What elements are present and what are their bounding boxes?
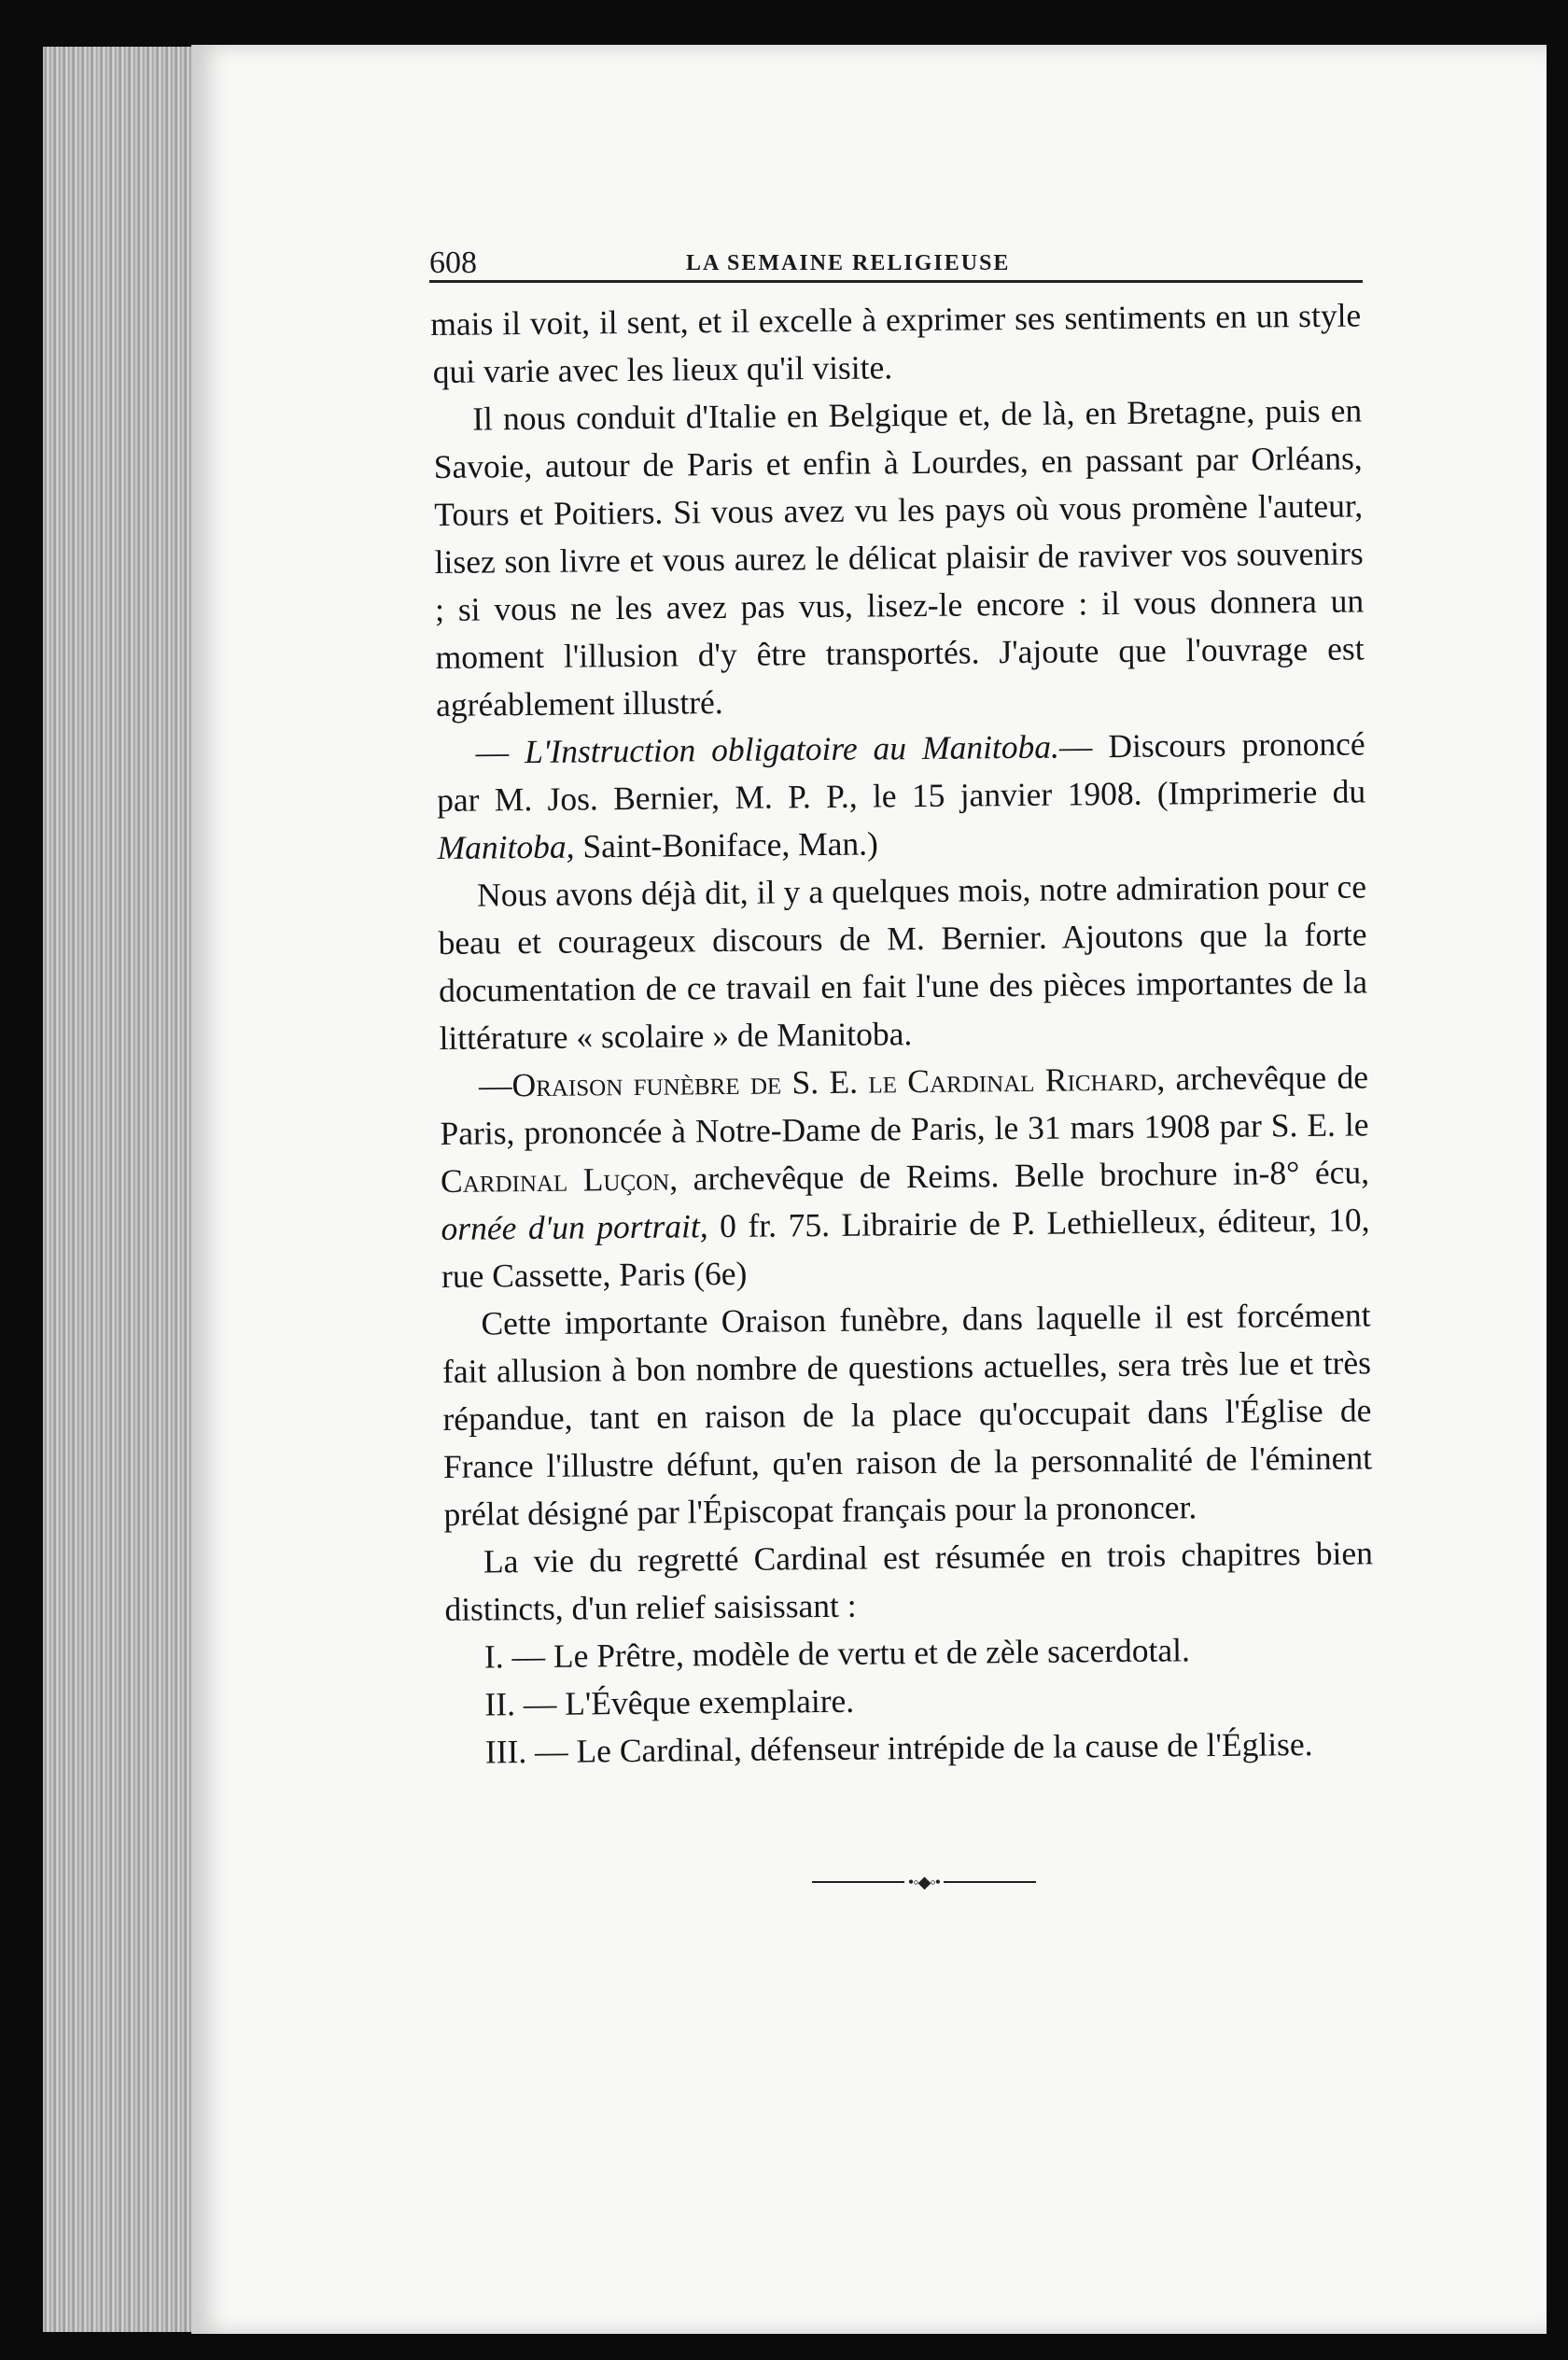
paragraph-5-text-b: archevêque de Reims. Belle brochure in-8° écu, <box>677 1153 1370 1198</box>
paragraph-3-text-a: — Discours prononcé par M. Jos. Bernier, M. P. P., le 15 janvier 1908. (Imprimerie du <box>436 724 1366 819</box>
paragraph-5 <box>440 1053 1370 1300</box>
book-title-oraison: —Oraison funèbre de S. E. le Cardinal Richard, <box>478 1060 1166 1104</box>
page-header <box>429 238 1363 283</box>
body-text <box>432 291 1375 1776</box>
paragraph-4: Nous avons déjà dit, il y a quelques mois, notre admiration pour ce beau et courageux discours de M. Bernier. Ajoutons que la forte documentation de ce travail en fait l'une des pièces importantes de la littérature « scolaire » de Manitoba. <box>438 867 1368 1057</box>
running-head: LA SEMAINE RELIGIEUSE <box>686 251 1011 275</box>
portrait-note: ornée d'un portrait, <box>441 1207 708 1247</box>
ornament-glyph: •◦◆◦• <box>907 1872 941 1891</box>
publisher-manitoba: Manitoba, <box>437 827 575 866</box>
divider-line-right <box>944 1881 1036 1883</box>
book-title-instruction: L'Instruction obligatoire au Manitoba. <box>524 727 1060 771</box>
list-item: I. — Le Prêtre, modèle de vertu et de zèle sacerdotal. <box>483 1631 1191 1676</box>
paragraph-2: Il nous conduit d'Italie en Belgique et, de là, en Bretagne, puis en Savoie, autour de Paris et enfin à Lourdes, en passant par Orléans, Tours et Poitiers. Si vous avez vu les pays où vous promène l'auteur, lisez son livre et vous aurez le délicat plaisir de raviver vos souvenirs ; si vous ne les avez pas vus, lisez-le encore : il vous donnera un moment l'illusion d'y être transportés. J'ajoute que l'ouvrage est agréablement illustré. <box>433 391 1365 723</box>
paragraph-3: — L'Instruction obligatoire au Manitoba.— Discours prononcé par M. Jos. Bernier, M. P. P., le 15 janvier 1908. (Imprimerie du Manitoba, Saint-Boniface, Man.) <box>436 724 1366 866</box>
list-item: III. — Le Cardinal, défenseur intrépide de la cause de l'Église. <box>484 1725 1313 1771</box>
book-page-edges <box>43 47 206 2332</box>
list-item: II. — L'Évêque exemplaire. <box>484 1681 855 1723</box>
page-number: 608 <box>429 246 477 280</box>
paragraph-3-text-b: Saint-Boniface, Man.) <box>574 824 879 865</box>
cardinal-lucon: Cardinal Luçon, <box>440 1159 679 1200</box>
paragraph-7: La vie du regretté Cardinal est résumée en trois chapitres bien distincts, d'un relief saisissant : <box>444 1534 1374 1628</box>
paragraph-1: mais il voit, il sent, et il excelle à exprimer ses sentiments en un style qui varie avec les lieux qu'il visite. <box>430 296 1362 390</box>
paragraph-5-text-a: archevêque de Paris, prononcée à Notre-Dame de Paris, le 31 mars 1908 par S. E. le <box>440 1058 1369 1152</box>
divider-line-left <box>812 1881 904 1883</box>
paragraph-6: Cette importante Oraison funèbre, dans laquelle il est forcément fait allusion à bon nombre de questions actuelles, sera très lue et très répandue, tant en raison de la place qu'occupait dans l'Église de France l'illustre défunt, qu'en raison de la personnalité de l'éminent prélat désigné par l'Épiscopat français pour la prononcer. <box>441 1296 1373 1533</box>
paragraph-5-text-c: 0 fr. 75. Librairie de P. Lethielleux, éditeur, 10, rue Cassette, Paris (6e) <box>441 1201 1370 1295</box>
chapter-list <box>445 1624 1375 1777</box>
section-divider-ornament <box>812 1873 1036 1891</box>
